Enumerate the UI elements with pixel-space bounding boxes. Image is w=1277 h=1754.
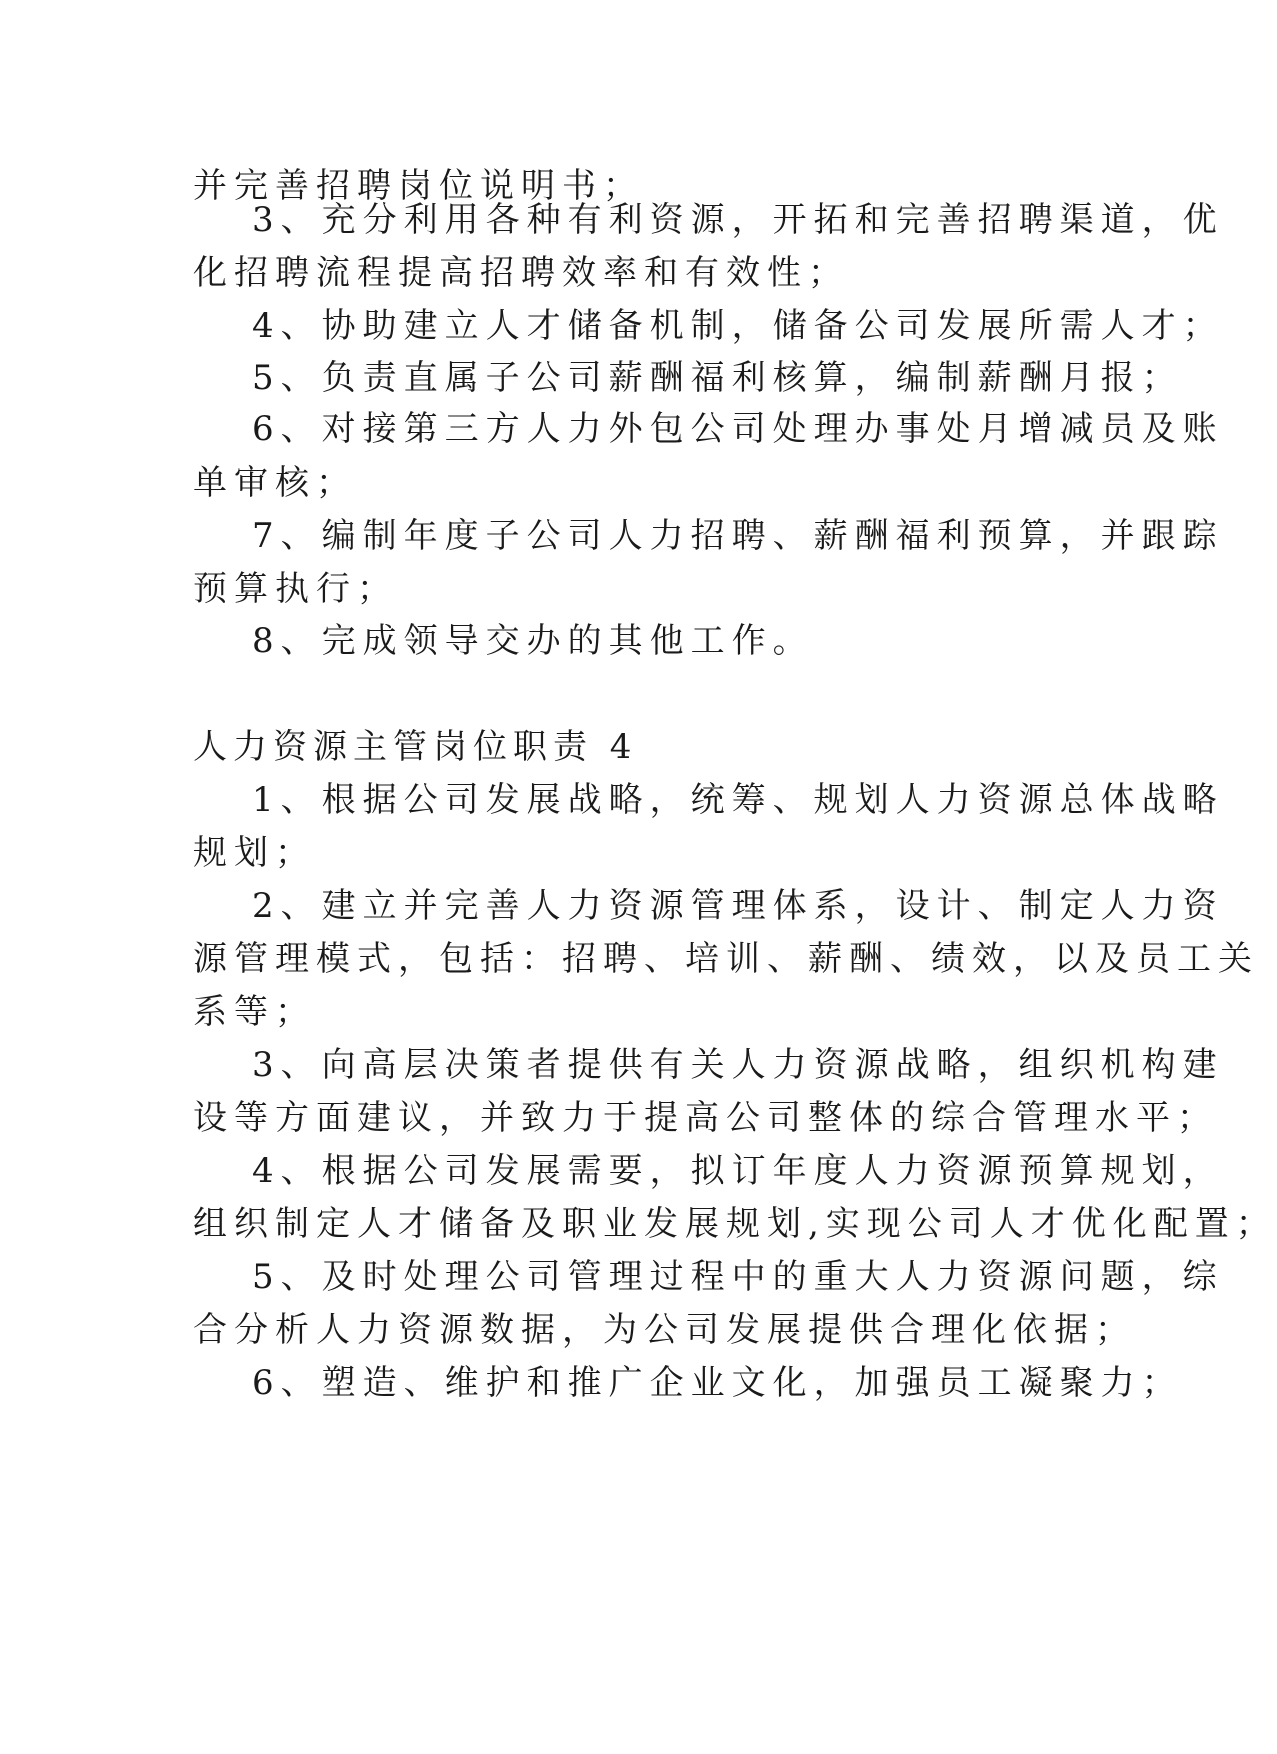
- text-line: 3、向高层决策者提供有关人力资源战略，组织机构建: [252, 1045, 1224, 1085]
- text-line: 预算执行；: [193, 569, 398, 609]
- text-line: 并完善招聘岗位说明书；: [193, 166, 644, 206]
- text-line: 6、对接第三方人力外包公司处理办事处月增减员及账: [252, 409, 1224, 449]
- text-line: 合分析人力资源数据，为公司发展提供合理化依据；: [193, 1310, 1136, 1350]
- text-line: 4、协助建立人才储备机制，储备公司发展所需人才；: [252, 306, 1224, 346]
- text-line: 3、充分利用各种有利资源，开拓和完善招聘渠道，优: [252, 200, 1224, 240]
- text-line: 源管理模式，包括：招聘、培训、薪酬、绩效，以及员工关: [193, 939, 1259, 979]
- text-line: 8、完成领导交办的其他工作。: [252, 621, 814, 661]
- text-line: 4、根据公司发展需要，拟订年度人力资源预算规划，: [252, 1151, 1224, 1191]
- text-line: 5、及时处理公司管理过程中的重大人力资源问题，综: [252, 1257, 1224, 1297]
- text-line: 组织制定人才储备及职业发展规划,实现公司人才优化配置；: [193, 1204, 1277, 1244]
- text-line: 系等；: [193, 992, 316, 1032]
- text-line: 化招聘流程提高招聘效率和有效性；: [193, 253, 849, 293]
- text-line: 6、塑造、维护和推广企业文化，加强员工凝聚力；: [252, 1363, 1183, 1403]
- text-line: 设等方面建议，并致力于提高公司整体的综合管理水平；: [193, 1098, 1218, 1138]
- text-line: 2、建立并完善人力资源管理体系，设计、制定人力资: [252, 886, 1224, 926]
- section-heading: 人力资源主管岗位职责 4: [193, 727, 638, 767]
- text-line: 规划；: [193, 833, 316, 873]
- text-line: 单审核；: [193, 463, 357, 503]
- text-line: 5、负责直属子公司薪酬福利核算，编制薪酬月报；: [252, 358, 1183, 398]
- text-line: 7、编制年度子公司人力招聘、薪酬福利预算，并跟踪: [252, 516, 1224, 556]
- text-line: 1、根据公司发展战略，统筹、规划人力资源总体战略: [252, 780, 1224, 820]
